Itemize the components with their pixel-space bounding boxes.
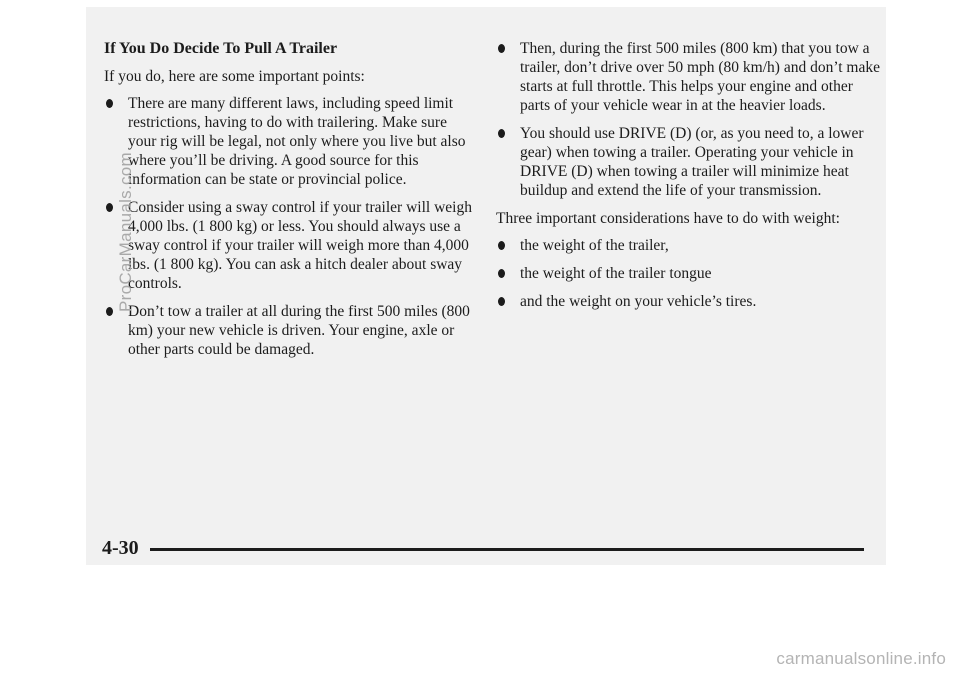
site-watermark: carmanualsonline.info	[776, 649, 946, 668]
bullet-dot-icon	[498, 269, 505, 278]
bullet-dot-icon	[498, 44, 505, 53]
list-item	[104, 302, 474, 359]
bullet-dot-icon	[498, 129, 505, 138]
footer-rule	[150, 548, 864, 551]
bullet-dot-icon	[498, 297, 505, 306]
weight-list	[496, 236, 881, 311]
list-item	[496, 236, 881, 255]
points-list	[104, 94, 474, 359]
list-item	[496, 264, 881, 283]
list-item-text: Don’t tow a trailer at all during the first 500 miles (800 km) your new vehicle is driven. Your engine, axle or other parts could be damaged.	[128, 303, 470, 358]
bullet-dot-icon	[106, 203, 113, 212]
list-item-text: and the weight on your vehicle’s tires.	[520, 293, 757, 310]
list-item-text: There are many different laws, including speed limit restrictions, having to do with trailering. Make sure your rig will be legal, not only where you live but also where you’ll be driving. A good source for this information can be state or provincial police.	[128, 95, 466, 188]
points-list-continued	[496, 39, 881, 200]
list-item-text: You should use DRIVE (D) (or, as you need to, a lower gear) when towing a trailer. Operating your vehicle in DRIVE (D) when towing a trailer will minimize heat buildup and extend the life of your transmission.	[520, 125, 864, 199]
bullet-dot-icon	[106, 99, 113, 108]
list-item-text: Consider using a sway control if your trailer will weigh 4,000 lbs. (1 800 kg) or less. You should always use a sway control if your trailer will weigh more than 4,000 lbs. (1 800 kg). You can ask a hitch dealer about sway controls.	[128, 199, 472, 292]
page-number: 4-30	[102, 537, 139, 559]
vertical-watermark: ProCarManuals.com	[116, 151, 135, 313]
list-item	[496, 124, 881, 200]
intro-paragraph: If you do, here are some important points:	[104, 68, 365, 85]
list-item-text: Then, during the first 500 miles (800 km) that you tow a trailer, don’t drive over 50 mph (80 km/h) and don’t make starts at full throttle. This helps your engine and other parts of your vehicle wear in at the heavier loads.	[520, 40, 880, 114]
list-item	[496, 39, 881, 115]
list-item	[496, 292, 881, 311]
bullet-dot-icon	[106, 307, 113, 316]
manual-page	[86, 7, 886, 565]
list-item	[104, 198, 474, 293]
list-item-text: the weight of the trailer,	[520, 237, 669, 254]
list-item-text: the weight of the trailer tongue	[520, 265, 712, 282]
right-column	[496, 39, 881, 320]
list-item	[104, 94, 474, 189]
section-heading: If You Do Decide To Pull A Trailer	[104, 40, 338, 57]
bullet-dot-icon	[498, 241, 505, 250]
weight-intro-paragraph: Three important considerations have to do with weight:	[496, 210, 840, 227]
left-column	[104, 39, 474, 368]
